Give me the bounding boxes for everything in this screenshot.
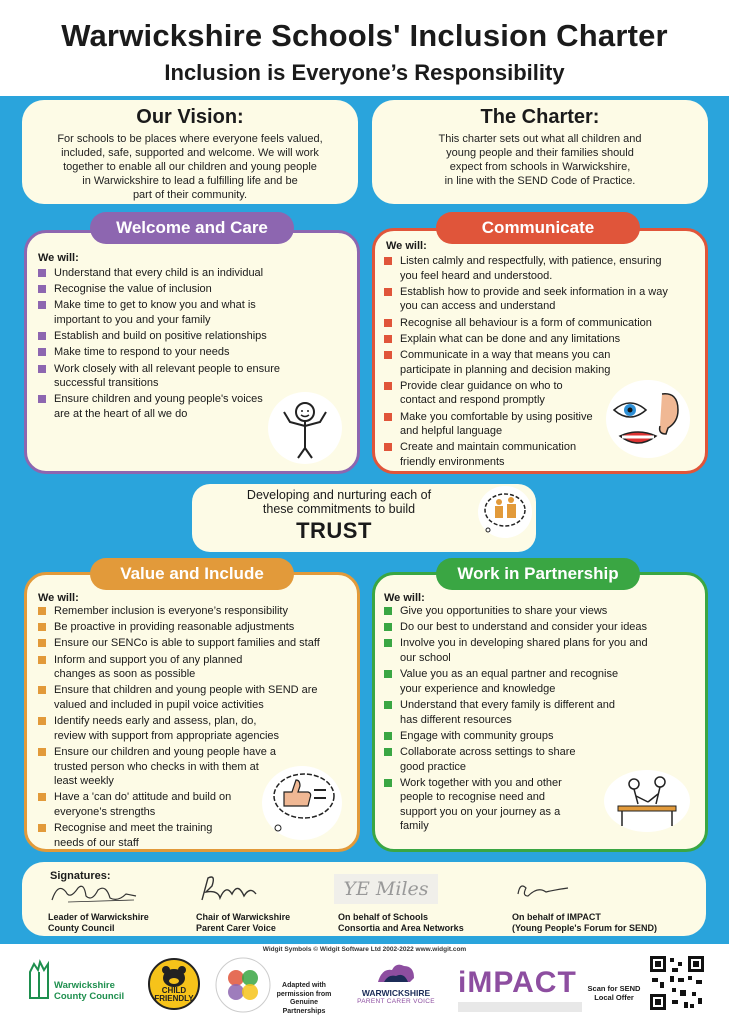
signer-label: On behalf of IMPACT (Young People's Forum for SEND) [512,912,657,933]
list-item: Provide clear guidance on who to contact and respond promptly [384,379,570,408]
list-item: Make time to get to know you and what is important to you and your family [38,298,298,327]
parent-carer-voice-logo-icon [374,958,418,986]
list-item: Listen calmly and respectfully, with patience, ensuring you feel heard and understood. [384,254,680,283]
vision-line: included, safe, supported and welcome. We will work [61,147,319,159]
page-subtitle: Inclusion is Everyone’s Responsibility [164,60,565,85]
square-bullet-icon [384,639,392,647]
square-bullet-icon [384,257,392,265]
child-friendly-logo: CHILD FRIENDLY [148,958,200,1010]
list-item: Work closely with all relevant people to ensure successful transitions [38,362,298,391]
vision-line: For schools to be places where everyone feels valued, [57,133,323,145]
square-bullet-icon [38,332,46,340]
list-item: Recognise all behaviour is a form of communication [384,316,684,331]
square-bullet-icon [38,623,46,631]
square-bullet-icon [38,656,46,664]
people-at-table-icon [604,770,690,832]
list-item: Explain what can be done and any limitations [384,332,684,347]
signature-2 [196,872,266,906]
value-we-will: We will: [38,592,79,604]
page-title: Warwickshire Schools' Inclusion Charter [61,18,668,53]
list-item: Remember inclusion is everyone’s responsibility [38,604,342,619]
list-item: Communicate in a way that means you can participate in planning and decision making [384,348,646,377]
trust-word: TRUST [296,518,372,543]
square-bullet-icon [38,824,46,832]
communicate-we-will: We will: [386,240,427,252]
header [0,0,729,96]
square-bullet-icon [38,639,46,647]
list-item: Engage with community groups [384,729,684,744]
square-bullet-icon [384,413,392,421]
adapted-credit: Adapted with permission from Genuine Partnerships [276,982,332,1015]
signer-label: Leader of Warwickshire County Council [48,912,149,933]
list-item: Work together with you and other people to recognise need and support you on your journey as a family [384,776,574,834]
charter-heading: The Charter: [480,106,600,128]
signatures-heading: Signatures: [50,870,111,882]
list-item: Make time to respond to your needs [38,345,298,360]
charter-line: young people and their families should [446,147,634,159]
square-bullet-icon [384,382,392,390]
widgit-credit: Widgit Symbols © Widgit Software Ltd 2002-2022 www.widgit.com [262,946,467,953]
vision-heading: Our Vision: [136,106,244,128]
list-item: Identify needs early and assess, plan, do, review with support from appropriate agencies [38,714,290,743]
list-item: Be proactive in providing reasonable adjustments [38,620,342,635]
square-bullet-icon [38,717,46,725]
list-item: Establish and build on positive relationships [38,329,298,344]
welcome-title: Welcome and Care [90,212,294,244]
square-bullet-icon [384,319,392,327]
square-bullet-icon [38,793,46,801]
work-we-will: We will: [384,592,425,604]
work-title: Work in Partnership [436,558,640,590]
welcome-we-will: We will: [38,252,79,264]
square-bullet-icon [384,623,392,631]
square-bullet-icon [38,748,46,756]
square-bullet-icon [384,443,392,451]
square-bullet-icon [38,348,46,356]
charter-line: in line with the SEND Code of Practice. [444,175,636,187]
list-item: Understand that every family is different and has different resources [384,698,620,727]
list-item: Value you as an equal partner and recognise your experience and knowledge [384,667,634,696]
signature-4 [512,878,572,902]
qr-code-icon[interactable] [648,954,706,1012]
signer-label: On behalf of Schools Consortia and Area Networks [338,912,464,933]
square-bullet-icon [384,607,392,615]
square-bullet-icon [384,670,392,678]
square-bullet-icon [384,351,392,359]
list-item: Do our best to understand and consider your ideas [384,620,684,635]
vision-line: together to enable all our children and young people [63,161,317,173]
list-item: Involve you in developing shared plans for you and our school [384,636,654,665]
list-item: Ensure that children and young people with SEND are valued and included in pupil voice activities [38,683,334,712]
list-item: Inform and support you of any planned changes as soon as possible [38,653,258,682]
signature-1 [48,878,140,908]
square-bullet-icon [384,748,392,756]
list-item: Have a 'can do' attitude and build on everyone’s strengths [38,790,238,819]
eye-ear-mouth-icon [606,380,690,458]
list-item: Make you comfortable by using positive and helpful language [384,410,598,439]
vision-line: part of their community. [132,189,248,201]
value-title: Value and Include [90,558,294,590]
charter-text [372,132,708,188]
thumbs-up-icon [262,766,342,840]
vision-line: in Warwickshire to lead a fulfilling life and be [82,175,298,187]
square-bullet-icon [38,269,46,277]
list-item: Understand that every child is an individual [38,266,298,281]
scan-label: Scan for SEND Local Offer [587,984,641,1002]
impact-logo [458,966,577,1000]
communicate-title: Communicate [436,212,640,244]
square-bullet-icon [38,365,46,373]
square-bullet-icon [38,686,46,694]
list-item: Establish how to provide and seek information in a way you can access and understand [384,285,684,314]
warwickshire-bear-logo-icon [24,958,54,1002]
signature-3: YE Miles [334,874,438,904]
list-item: Ensure our SENCo is able to support families and staff [38,636,342,651]
family-thought-bubble-icon [478,486,532,538]
square-bullet-icon [38,395,46,403]
impact-logo-text: iMPACT [458,966,577,999]
charter-line: This charter sets out what all children and [438,133,642,145]
square-bullet-icon [38,607,46,615]
list-item: Collaborate across settings to share good practice [384,745,584,774]
charter-line: expect from schools in Warwickshire, [449,161,631,173]
wcc-logo-text: Warwickshire County Council [54,980,125,1002]
list-item: Recognise the value of inclusion [38,282,298,297]
square-bullet-icon [384,732,392,740]
parent-carer-voice-logo-text: WARWICKSHIRE PARENT CARER VOICE [357,988,435,1005]
impact-tagline-bar [458,1002,582,1012]
list-item: Ensure our children and young people have a trusted person who checks in with them at least weekly [38,745,284,789]
list-item: Recognise and meet the training needs of our staff [38,821,218,850]
list-item: Give you opportunities to share your views [384,604,684,619]
welcome-list [38,266,298,423]
list-item: Create and maintain communication friendly environments [384,440,596,469]
square-bullet-icon [384,335,392,343]
square-bullet-icon [38,301,46,309]
square-bullet-icon [384,779,392,787]
list-item: Ensure children and young people's voices are at the heart of all we do [38,392,274,421]
signer-label: Chair of Warwickshire Parent Carer Voice [196,912,291,933]
square-bullet-icon [384,288,392,296]
vision-card [22,100,358,204]
trust-text: Developing and nurturing each of these commitments to build [246,488,432,516]
genuine-partnerships-logo-icon [214,956,272,1014]
square-bullet-icon [384,701,392,709]
charter-card [372,100,708,204]
person-arms-open-icon [268,392,342,464]
square-bullet-icon [38,285,46,293]
vision-text [22,132,358,202]
